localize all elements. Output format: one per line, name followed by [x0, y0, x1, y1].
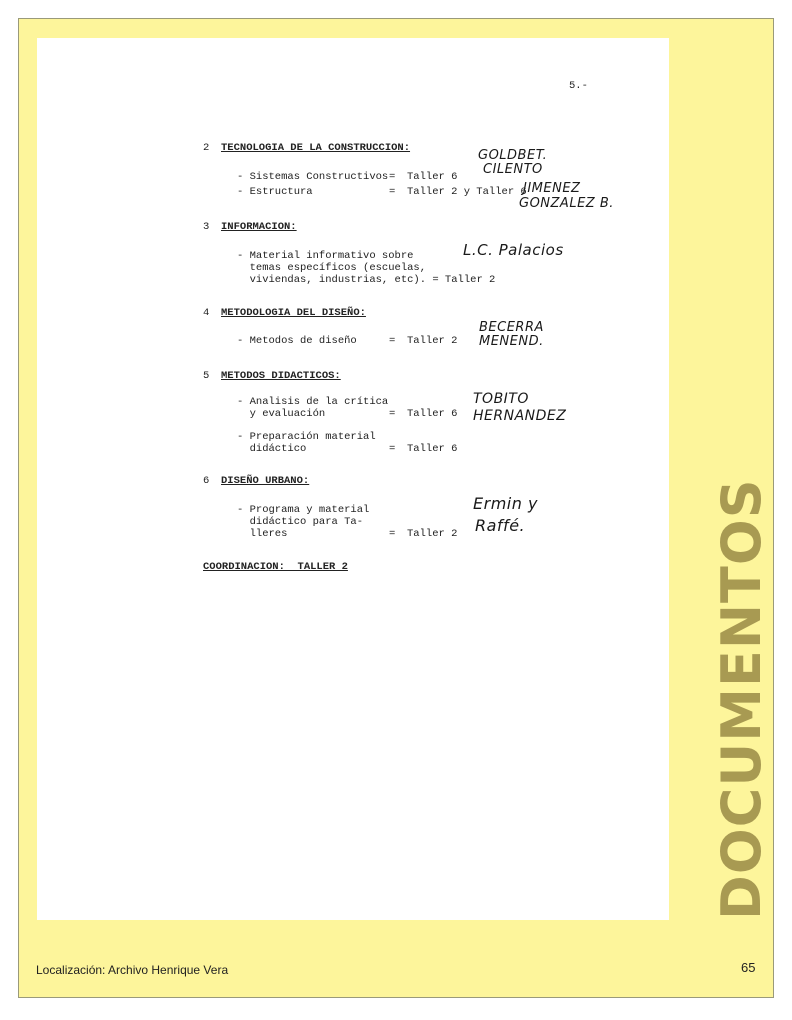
section-6-item-1-line-3: lleres	[237, 528, 288, 540]
section-5-item-2-line-2: didáctico	[237, 443, 307, 455]
handwritten-tobito: TOBITO	[473, 391, 529, 407]
footer-source: Localización: Archivo Henrique Vera	[36, 963, 229, 977]
handwritten-gonzalez: GONZALEZ B.	[519, 196, 614, 211]
page-number: 65	[741, 960, 756, 975]
handwritten-menend: MENEND.	[479, 334, 544, 349]
handwritten-ermin: Ermin y	[473, 494, 538, 513]
section-6-title: DISEÑO URBANO:	[221, 475, 310, 487]
section-4-number: 4	[203, 307, 210, 319]
section-4-item-1-value: Taller 2	[407, 335, 458, 347]
section-6-item-1-value: Taller 2	[407, 528, 458, 540]
section-5-item-1-eq: =	[389, 408, 396, 420]
handwritten-raffe: Raffé.	[475, 516, 526, 535]
section-4-title: METODOLOGIA DEL DISEÑO:	[221, 307, 366, 319]
section-5-item-1-value: Taller 6	[407, 408, 458, 420]
section-3-item-line-2: temas específicos (escuelas,	[237, 262, 427, 274]
section-3-title: INFORMACION:	[221, 221, 297, 233]
section-5-item-2-line-1: - Preparación material	[237, 431, 376, 443]
handwritten-becerra: BECERRA	[479, 320, 544, 335]
section-6-item-1-line-2: didáctico para Ta-	[237, 516, 364, 528]
section-2-item-1-eq: =	[389, 171, 396, 183]
section-2-item-1-label: - Sistemas Constructivos	[237, 171, 389, 183]
page-number-top: 5.-	[569, 80, 588, 92]
section-2-item-2-value: Taller 2 y Taller 6	[407, 186, 527, 198]
handwritten-palacios: L.C. Palacios	[463, 241, 564, 259]
section-2-item-2-eq: =	[389, 186, 396, 198]
section-4-item-1-label: - Metodos de diseño	[237, 335, 357, 347]
section-4-item-1-eq: =	[389, 335, 396, 347]
section-5-item-2-value: Taller 6	[407, 443, 458, 455]
section-5-item-1-line-1: - Analisis de la crítica	[237, 396, 389, 408]
section-3-item-line-3: viviendas, industrias, etc). = Taller 2	[237, 274, 496, 286]
scanned-document	[37, 38, 669, 920]
section-2-number: 2	[203, 142, 210, 154]
handwritten-jimenez: JIMENEZ	[523, 181, 581, 196]
section-2-item-2-label: - Estructura	[237, 186, 313, 198]
sidebar-title: DOCUMENTOS	[710, 478, 773, 920]
handwritten-hernandez: HERNANDEZ	[473, 408, 567, 424]
section-3-number: 3	[203, 221, 210, 233]
section-5-item-2-eq: =	[389, 443, 396, 455]
section-5-number: 5	[203, 370, 210, 382]
section-5-title: METODOS DIDACTICOS:	[221, 370, 341, 382]
section-3-item-line-1: - Material informativo sobre	[237, 250, 414, 262]
section-5-item-1-line-2: y evaluación	[237, 408, 326, 420]
section-2-title: TECNOLOGIA DE LA CONSTRUCCION:	[221, 142, 411, 154]
section-6-number: 6	[203, 475, 210, 487]
handwritten-goldbet: GOLDBET.	[478, 148, 548, 163]
coordination-line: COORDINACION: TALLER 2	[203, 561, 348, 573]
section-6-item-1-eq: =	[389, 528, 396, 540]
handwritten-cilento: CILENTO	[483, 162, 543, 177]
section-6-item-1-line-1: - Programa y material	[237, 504, 370, 516]
section-2-item-1-value: Taller 6	[407, 171, 458, 183]
